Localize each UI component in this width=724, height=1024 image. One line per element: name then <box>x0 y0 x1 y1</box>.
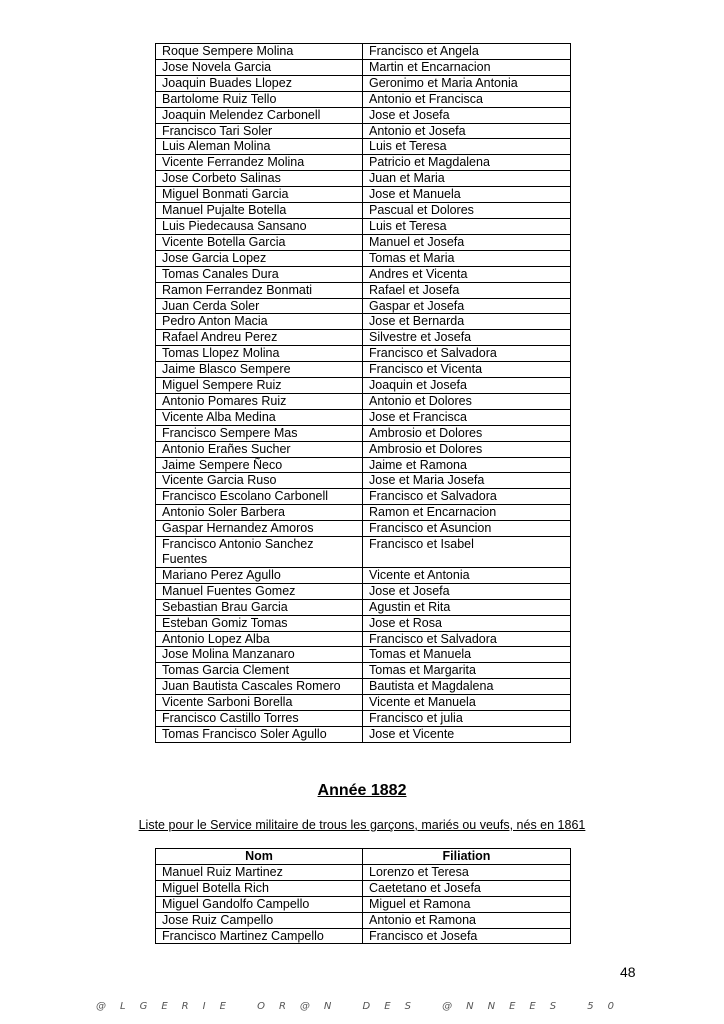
filiation-cell: Francisco et Josefa <box>363 928 571 944</box>
footer-watermark: @LGERIE OR@N DES @NNEES 50 <box>96 1001 628 1012</box>
table-row <box>156 107 571 123</box>
name-cell: Esteban Gomiz Tomas <box>156 615 363 631</box>
name-cell: Francisco Tari Soler <box>156 123 363 139</box>
table-row <box>156 330 571 346</box>
filiation-cell: Manuel et Josefa <box>363 234 571 250</box>
filiation-cell: Martin et Encarnacion <box>363 59 571 75</box>
name-cell: Joaquin Buades Llopez <box>156 75 363 91</box>
name-cell: Antonio Pomares Ruiz <box>156 393 363 409</box>
name-cell: Manuel Fuentes Gomez <box>156 583 363 599</box>
table-row <box>156 473 571 489</box>
filiation-cell: Tomas et Manuela <box>363 647 571 663</box>
name-cell: Jose Ruiz Campello <box>156 912 363 928</box>
table-row <box>156 314 571 330</box>
table-row <box>156 203 571 219</box>
filiation-cell: Ambrosio et Dolores <box>363 425 571 441</box>
filiation-cell: Patricio et Magdalena <box>363 155 571 171</box>
table-row <box>156 123 571 139</box>
filiation-cell: Agustin et Rita <box>363 599 571 615</box>
table-row <box>156 378 571 394</box>
page-number: 48 <box>620 964 636 980</box>
conscript-table-1 <box>155 43 571 743</box>
header-nom: Nom <box>156 849 363 865</box>
filiation-cell: Jose et Josefa <box>363 583 571 599</box>
table-row <box>156 139 571 155</box>
table-row <box>156 679 571 695</box>
table-header-row <box>156 849 571 865</box>
filiation-cell: Jose et Manuela <box>363 187 571 203</box>
table-row <box>156 187 571 203</box>
filiation-cell: Pascual et Dolores <box>363 203 571 219</box>
table-row <box>156 155 571 171</box>
name-cell: Vicente Botella Garcia <box>156 234 363 250</box>
table-row <box>156 91 571 107</box>
section-subtitle: Liste pour le Service militaire de trous les garçons, mariés ou veufs, nés en 1861 <box>138 818 586 832</box>
filiation-cell: Tomas et Margarita <box>363 663 571 679</box>
filiation-cell: Ramon et Encarnacion <box>363 505 571 521</box>
table-row <box>156 695 571 711</box>
table-row <box>156 346 571 362</box>
filiation-cell: Francisco et Salvadora <box>363 346 571 362</box>
name-cell: Mariano Perez Agullo <box>156 567 363 583</box>
name-cell: Jose Molina Manzanaro <box>156 647 363 663</box>
table-row <box>156 218 571 234</box>
table-row <box>156 441 571 457</box>
name-cell: Manuel Ruiz Martinez <box>156 864 363 880</box>
filiation-cell: Bautista et Magdalena <box>363 679 571 695</box>
conscript-table-1-body <box>156 44 571 743</box>
filiation-cell: Antonio et Dolores <box>363 393 571 409</box>
name-cell: Luis Piedecausa Sansano <box>156 218 363 234</box>
filiation-cell: Jose et Francisca <box>363 409 571 425</box>
filiation-cell: Francisco et julia <box>363 711 571 727</box>
name-cell: Luis Aleman Molina <box>156 139 363 155</box>
table-row <box>156 457 571 473</box>
filiation-cell: Jose et Rosa <box>363 615 571 631</box>
name-cell: Roque Sempere Molina <box>156 44 363 60</box>
table-row <box>156 234 571 250</box>
table-row <box>156 912 571 928</box>
filiation-cell: Francisco et Vicenta <box>363 362 571 378</box>
table-row <box>156 599 571 615</box>
table-row <box>156 567 571 583</box>
table-row <box>156 409 571 425</box>
name-cell: Manuel Pujalte Botella <box>156 203 363 219</box>
filiation-cell: Francisco et Salvadora <box>363 489 571 505</box>
table-row <box>156 489 571 505</box>
table-row <box>156 171 571 187</box>
filiation-cell: Tomas et Maria <box>363 250 571 266</box>
name-cell: Pedro Anton Macia <box>156 314 363 330</box>
filiation-cell: Antonio et Josefa <box>363 123 571 139</box>
name-cell: Tomas Francisco Soler Agullo <box>156 726 363 742</box>
table-row <box>156 266 571 282</box>
filiation-cell: Francisco et Isabel <box>363 537 571 568</box>
filiation-cell: Rafael et Josefa <box>363 282 571 298</box>
filiation-cell: Luis et Teresa <box>363 218 571 234</box>
section-title: Année 1882 <box>317 782 407 799</box>
name-cell: Rafael Andreu Perez <box>156 330 363 346</box>
table-row <box>156 362 571 378</box>
table-row <box>156 521 571 537</box>
name-cell: Francisco Sempere Mas <box>156 425 363 441</box>
table-row <box>156 583 571 599</box>
name-cell: Miguel Gandolfo Campello <box>156 896 363 912</box>
name-cell: Antonio Soler Barbera <box>156 505 363 521</box>
table-row <box>156 631 571 647</box>
name-cell: Francisco Martinez Campello <box>156 928 363 944</box>
name-cell: Miguel Botella Rich <box>156 880 363 896</box>
name-cell: Tomas Canales Dura <box>156 266 363 282</box>
filiation-cell: Caetetano et Josefa <box>363 880 571 896</box>
table-row <box>156 250 571 266</box>
table-row <box>156 864 571 880</box>
name-cell: Antonio Lopez Alba <box>156 631 363 647</box>
name-cell: Jose Corbeto Salinas <box>156 171 363 187</box>
table-row <box>156 59 571 75</box>
name-cell: Jaime Sempere Ñeco <box>156 457 363 473</box>
filiation-cell: Geronimo et Maria Antonia <box>363 75 571 91</box>
name-cell: Jaime Blasco Sempere <box>156 362 363 378</box>
table-row <box>156 896 571 912</box>
name-cell: Francisco Escolano Carbonell <box>156 489 363 505</box>
name-cell: Jose Novela Garcia <box>156 59 363 75</box>
name-cell: Sebastian Brau Garcia <box>156 599 363 615</box>
table-row <box>156 298 571 314</box>
table-row <box>156 44 571 60</box>
name-cell: Vicente Garcia Ruso <box>156 473 363 489</box>
name-cell: Miguel Sempere Ruiz <box>156 378 363 394</box>
filiation-cell: Antonio et Francisca <box>363 91 571 107</box>
table-row <box>156 711 571 727</box>
filiation-cell: Gaspar et Josefa <box>363 298 571 314</box>
header-filiation: Filiation <box>363 849 571 865</box>
filiation-cell: Francisco et Asuncion <box>363 521 571 537</box>
filiation-cell: Francisco et Angela <box>363 44 571 60</box>
filiation-cell: Jaime et Ramona <box>363 457 571 473</box>
name-cell: Juan Bautista Cascales Romero <box>156 679 363 695</box>
table-row <box>156 505 571 521</box>
name-cell: Juan Cerda Soler <box>156 298 363 314</box>
name-cell: Vicente Ferrandez Molina <box>156 155 363 171</box>
filiation-cell: Andres et Vicenta <box>363 266 571 282</box>
filiation-cell: Lorenzo et Teresa <box>363 864 571 880</box>
table-row <box>156 282 571 298</box>
name-cell: Ramon Ferrandez Bonmati <box>156 282 363 298</box>
filiation-cell: Silvestre et Josefa <box>363 330 571 346</box>
name-cell: Tomas Llopez Molina <box>156 346 363 362</box>
filiation-cell: Vicente et Antonia <box>363 567 571 583</box>
filiation-cell: Ambrosio et Dolores <box>363 441 571 457</box>
filiation-cell: Antonio et Ramona <box>363 912 571 928</box>
filiation-cell: Luis et Teresa <box>363 139 571 155</box>
table-row <box>156 537 571 568</box>
table-row <box>156 928 571 944</box>
filiation-cell: Juan et Maria <box>363 171 571 187</box>
name-cell: Joaquin Melendez Carbonell <box>156 107 363 123</box>
name-cell: Vicente Alba Medina <box>156 409 363 425</box>
name-cell: Gaspar Hernandez Amoros <box>156 521 363 537</box>
filiation-cell: Jose et Maria Josefa <box>363 473 571 489</box>
filiation-cell: Joaquin et Josefa <box>363 378 571 394</box>
table-row <box>156 425 571 441</box>
filiation-cell: Jose et Josefa <box>363 107 571 123</box>
table-row <box>156 647 571 663</box>
table-row <box>156 75 571 91</box>
table-row <box>156 726 571 742</box>
table-row <box>156 880 571 896</box>
table-row <box>156 393 571 409</box>
name-cell: Miguel Bonmati Garcia <box>156 187 363 203</box>
name-cell: Antonio Erañes Sucher <box>156 441 363 457</box>
name-cell: Vicente Sarboni Borella <box>156 695 363 711</box>
conscript-table-1882-body <box>156 864 571 944</box>
name-cell: Jose Garcia Lopez <box>156 250 363 266</box>
name-cell: Bartolome Ruiz Tello <box>156 91 363 107</box>
table-row <box>156 615 571 631</box>
filiation-cell: Francisco et Salvadora <box>363 631 571 647</box>
name-cell: Francisco Castillo Torres <box>156 711 363 727</box>
filiation-cell: Vicente et Manuela <box>363 695 571 711</box>
filiation-cell: Jose et Vicente <box>363 726 571 742</box>
filiation-cell: Jose et Bernarda <box>363 314 571 330</box>
name-cell: Tomas Garcia Clement <box>156 663 363 679</box>
filiation-cell: Miguel et Ramona <box>363 896 571 912</box>
name-cell: Francisco Antonio Sanchez Fuentes <box>156 537 363 568</box>
conscript-table-1882 <box>155 848 571 944</box>
table-row <box>156 663 571 679</box>
